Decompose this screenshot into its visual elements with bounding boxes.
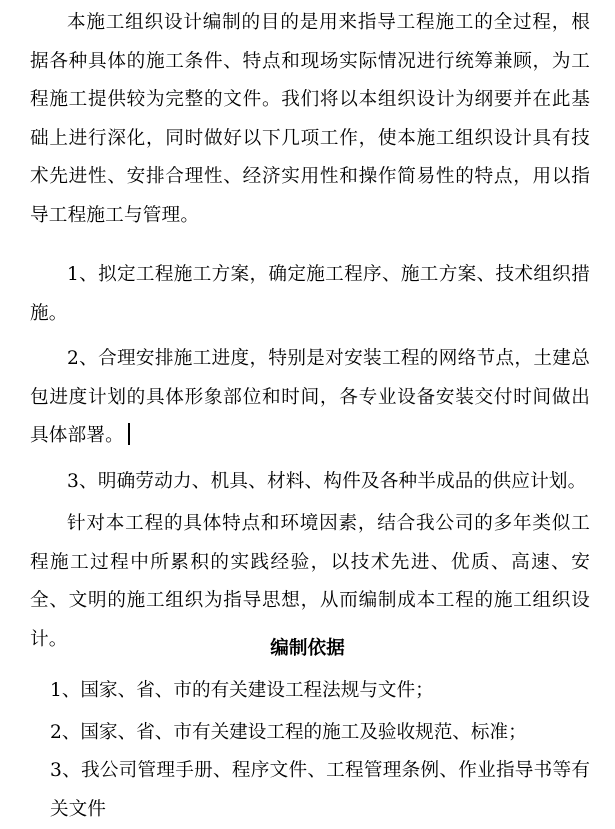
task-item-2-text: 2、合理安排施工进度，特别是对安装工程的网络节点，土建总包进度计划的具体形象部位和时间，各专业设备安装交付时间做出具体部署。 (30, 348, 590, 447)
basis-item-3: 3、我公司管理手册、程序文件、工程管理条例、作业指导书等有关文件 (50, 760, 590, 820)
basis-item-2: 2、国家、省、市有关建设工程的施工及验收规范、标准； (50, 722, 527, 743)
task-item-1: 1、拟定工程施工方案，确定施工程序、施工方案、技术组织措施。 (30, 264, 590, 324)
task-item-2 (30, 340, 590, 456)
basis-item-1: 1、国家、省、市的有关建设工程法规与文件； (50, 680, 434, 701)
intro-paragraph: 本施工组织设计编制的目的是用来指导工程施工的全过程，根据各种具体的施工条件、特点和现场实际情况进行统筹兼顾，为工程施工提供较为完整的文件。我们将以本组织设计为纲要并在此基础上进行深化，同时做好以下几项工作，使本施工组织设计具有技术先进性、安排合理性、经济实用性和操作简易性的特点，用以指导工程施工与管理。 (30, 12, 590, 226)
section-heading: 编制依据 (270, 638, 345, 659)
text-cursor (128, 423, 130, 445)
task-item-3: 3、明确劳动力、机具、材料、构件及各种半成品的供应计划。 (67, 471, 587, 492)
summary-paragraph: 针对本工程的具体特点和环境因素，结合我公司的多年类似工程施工过程中所累积的实践经验，以技术先进、优质、高速、安全、文明的施工组织为指导思想，从而编制成本工程的施工组织设计。 (30, 513, 590, 650)
